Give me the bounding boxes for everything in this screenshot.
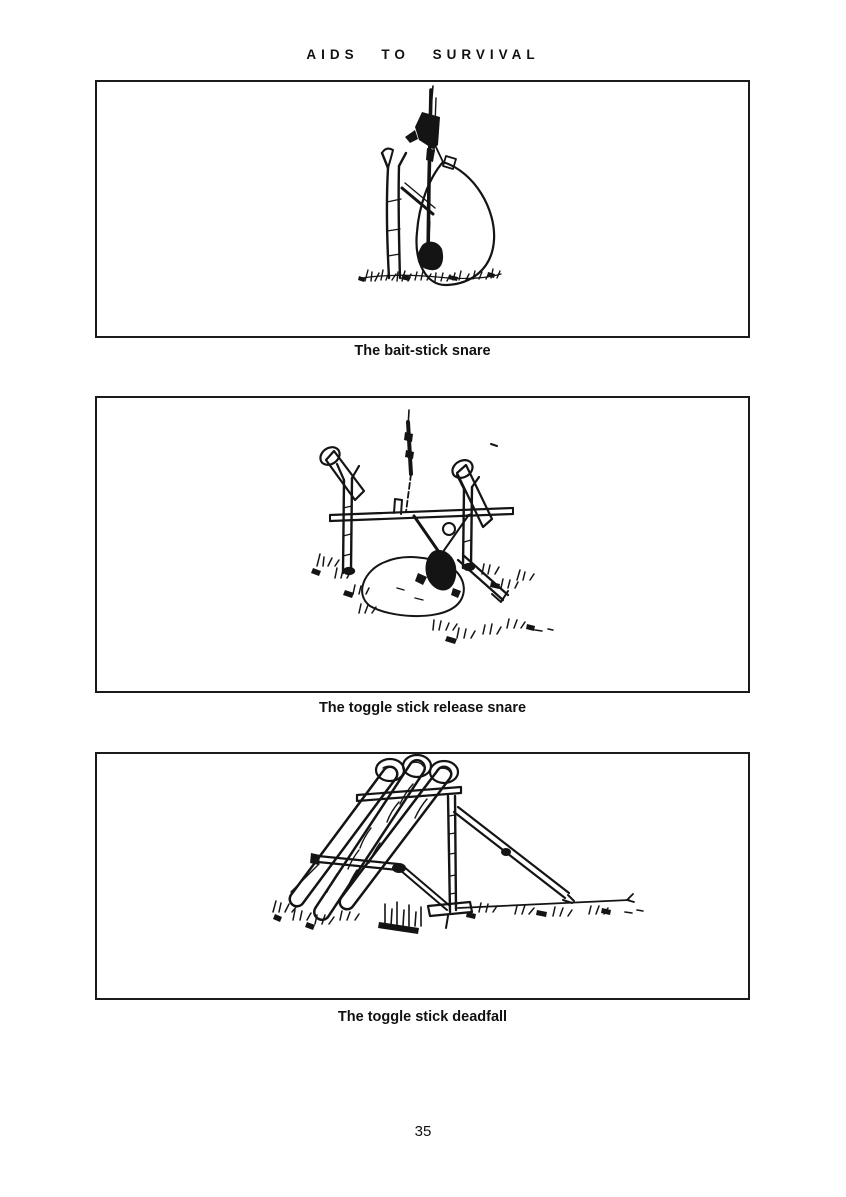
figure-frame-toggle-stick-release-snare xyxy=(95,396,750,693)
figure-frame-bait-stick-snare xyxy=(95,80,750,338)
bait-stick-snare-illustration xyxy=(97,82,748,336)
toggle-stick-release-snare-illustration xyxy=(97,398,748,691)
figure-caption-bait-stick-snare: The bait-stick snare xyxy=(354,343,491,359)
page-number: 35 xyxy=(414,1123,432,1140)
page-title: AIDS TO SURVIVAL xyxy=(306,47,540,62)
figure-caption-toggle-stick-release-snare: The toggle stick release snare xyxy=(318,700,527,716)
figure-caption-toggle-stick-deadfall: The toggle stick deadfall xyxy=(337,1009,508,1025)
figure-frame-toggle-stick-deadfall xyxy=(95,752,750,1000)
toggle-stick-deadfall-illustration xyxy=(97,754,748,998)
